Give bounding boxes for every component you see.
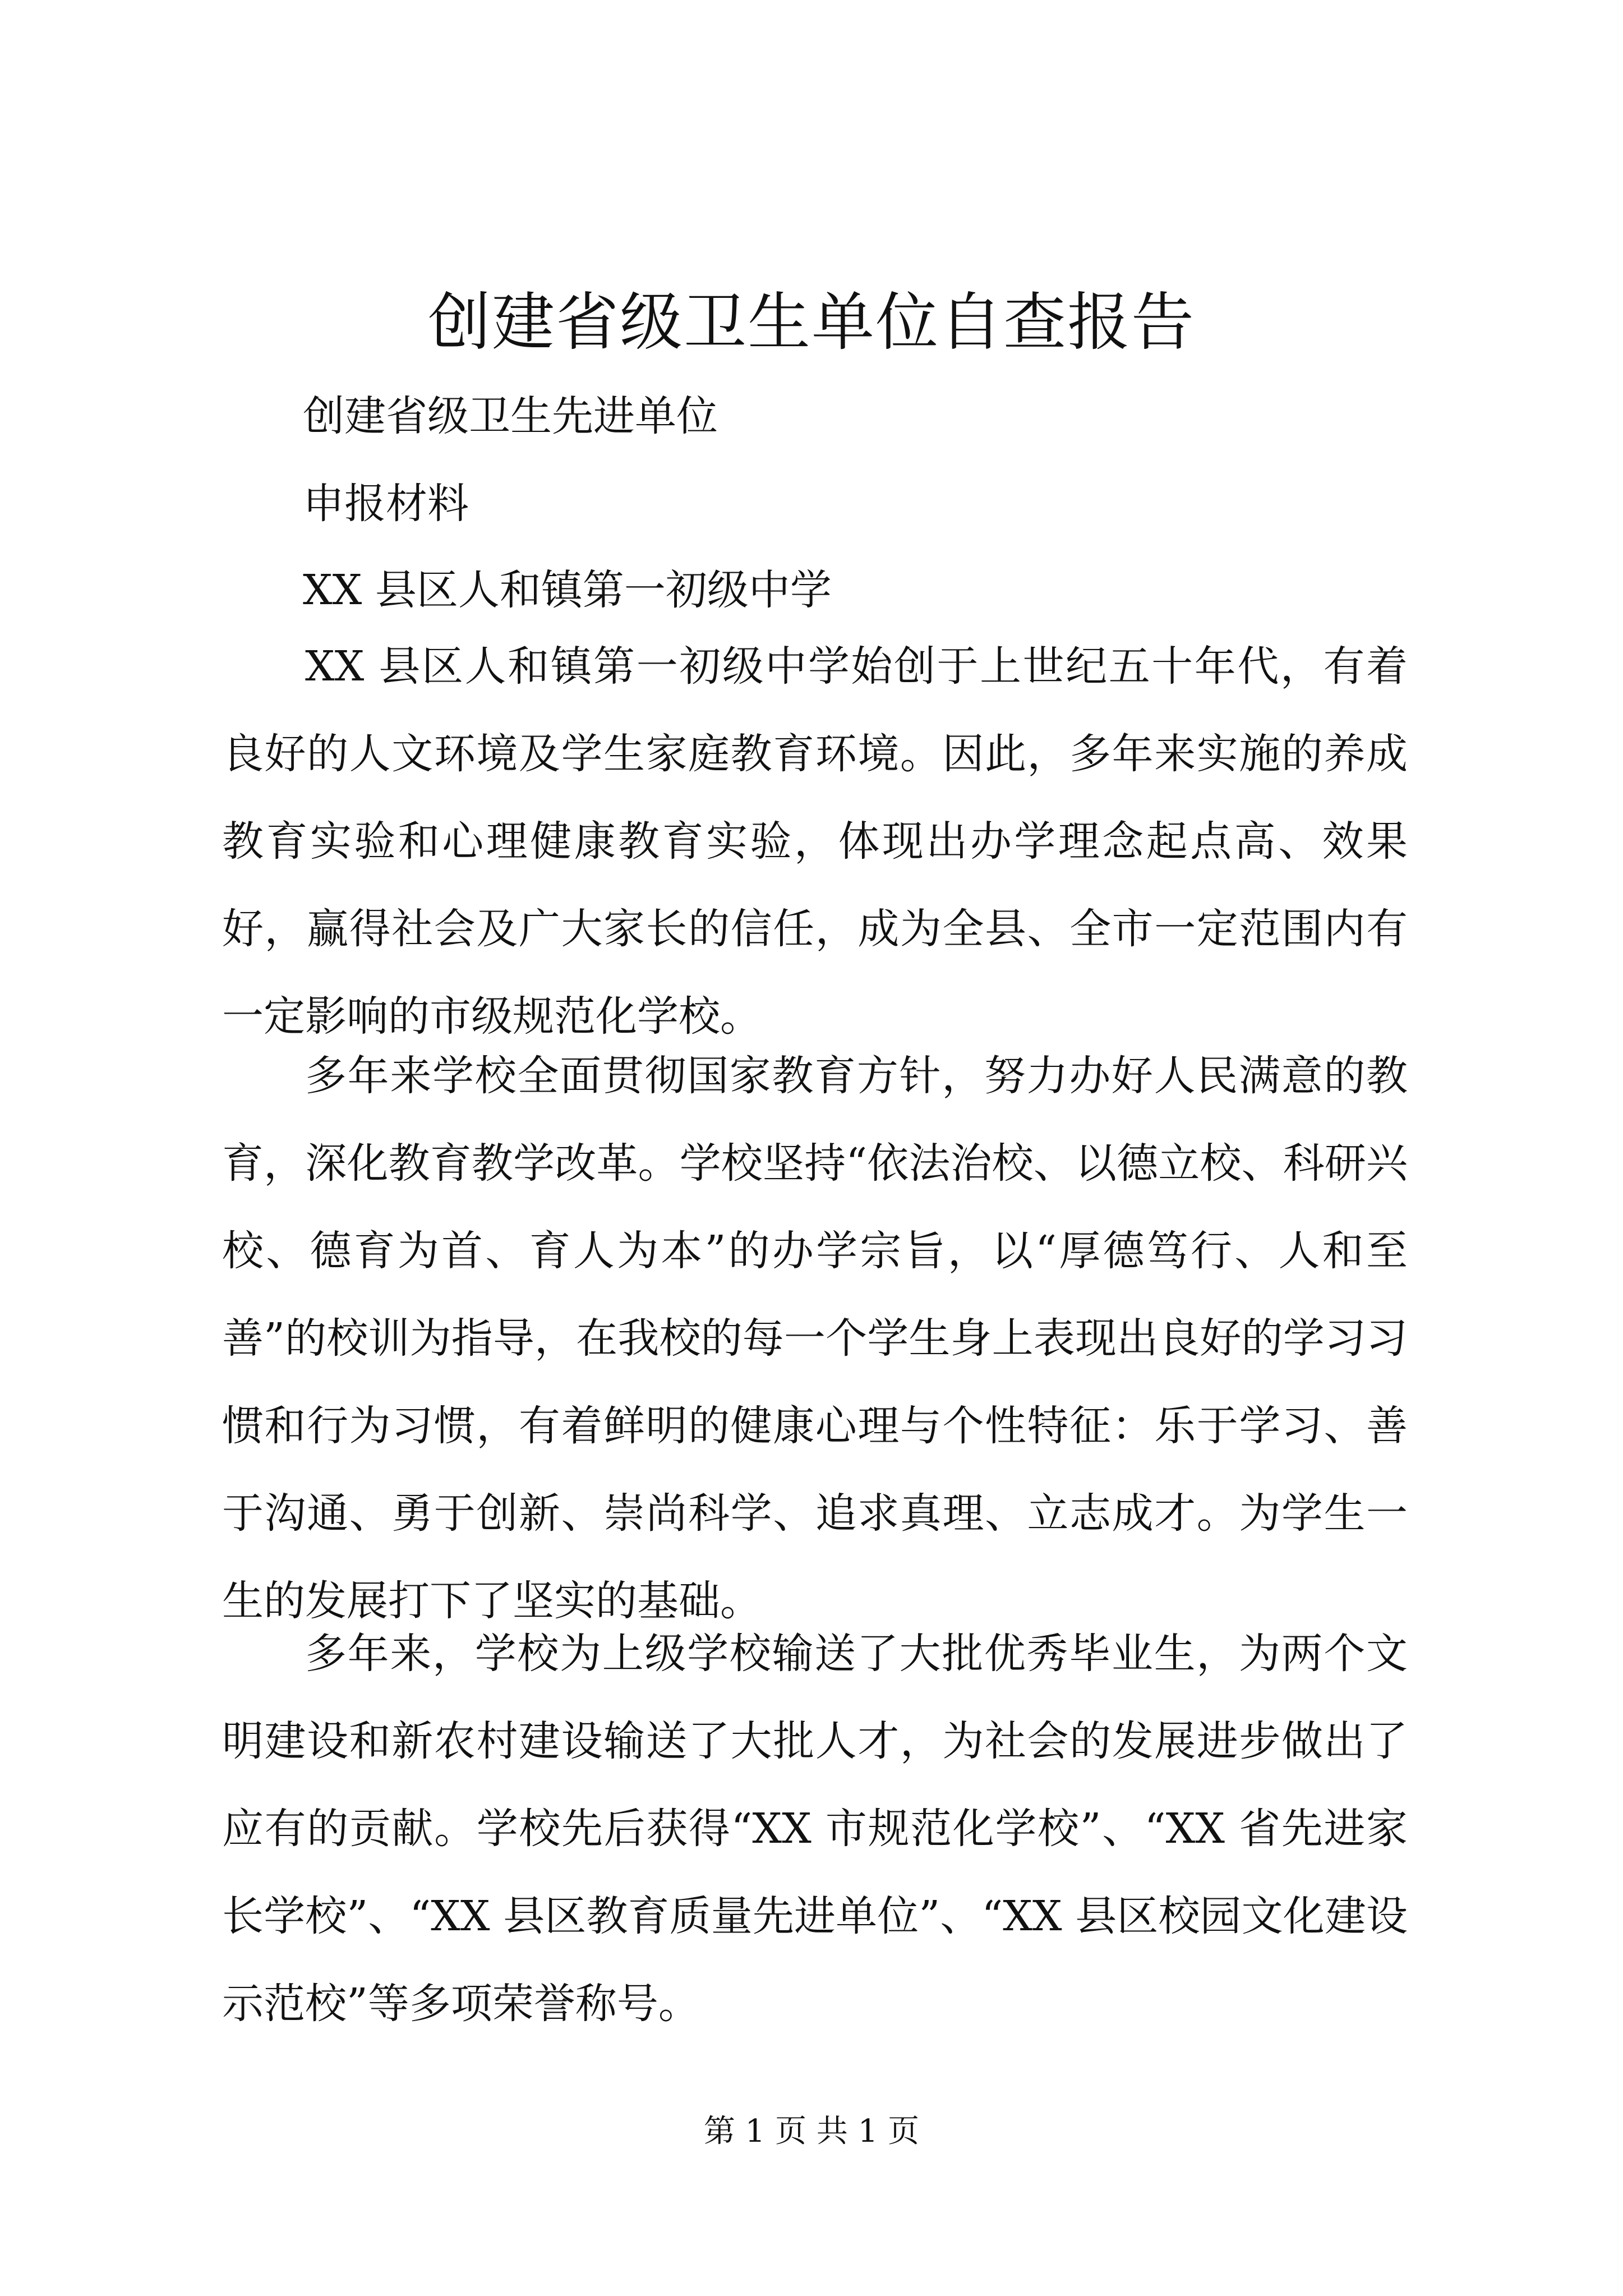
body-paragraph-1: XX 县区人和镇第一初级中学始创于上世纪五十年代，有着良好的人文环境及学生家庭教育环境。因此，多年来实施的养成教育实验和心理健康教育实验，体现出办学理念起点高、效果好，赢得社会及广大家长的信任，成为全县、全市一定范围内有一定影响的市级规范化学校。 — [222, 642, 1408, 1041]
subtitle-line-1: 创建省级卫生先进单位 — [303, 392, 718, 440]
subtitle-line-3: XX 县区人和镇第一初级中学 — [303, 566, 832, 614]
body-paragraph-3: 多年来，学校为上级学校输送了大批优秀毕业生，为两个文明建设和新农村建设输送了大批人才，为社会的发展进步做出了应有的贡献。学校先后获得“XX 市规范化学校”、“XX 省先进家长学校”、“XX 县区教育质量先进单位”、“XX 县区校园文化建设示范校”等多项荣誉称号。 — [222, 1630, 1408, 2028]
page-footer: 第 1 页 共 1 页 — [703, 2113, 920, 2150]
body-paragraph-2: 多年来学校全面贯彻国家教育方针，努力办好人民满意的教育，深化教育教学改革。学校坚持“依法治校、以德立校、科研兴校、德育为首、育人为本”的办学宗旨，以“厚德笃行、人和至善”的校训为指导，在我校的每一个学生身上表现出良好的学习习惯和行为习惯，有着鲜明的健康心理与个性特征：乐于学习、善于沟通、勇于创新、崇尚科学、追求真理、立志成才。为学生一生的发展打下了坚实的基础。 — [222, 1052, 1408, 1625]
subtitle-line-2: 申报材料 — [303, 480, 469, 528]
document-title: 创建省级卫生单位自查报告 — [428, 286, 1195, 359]
